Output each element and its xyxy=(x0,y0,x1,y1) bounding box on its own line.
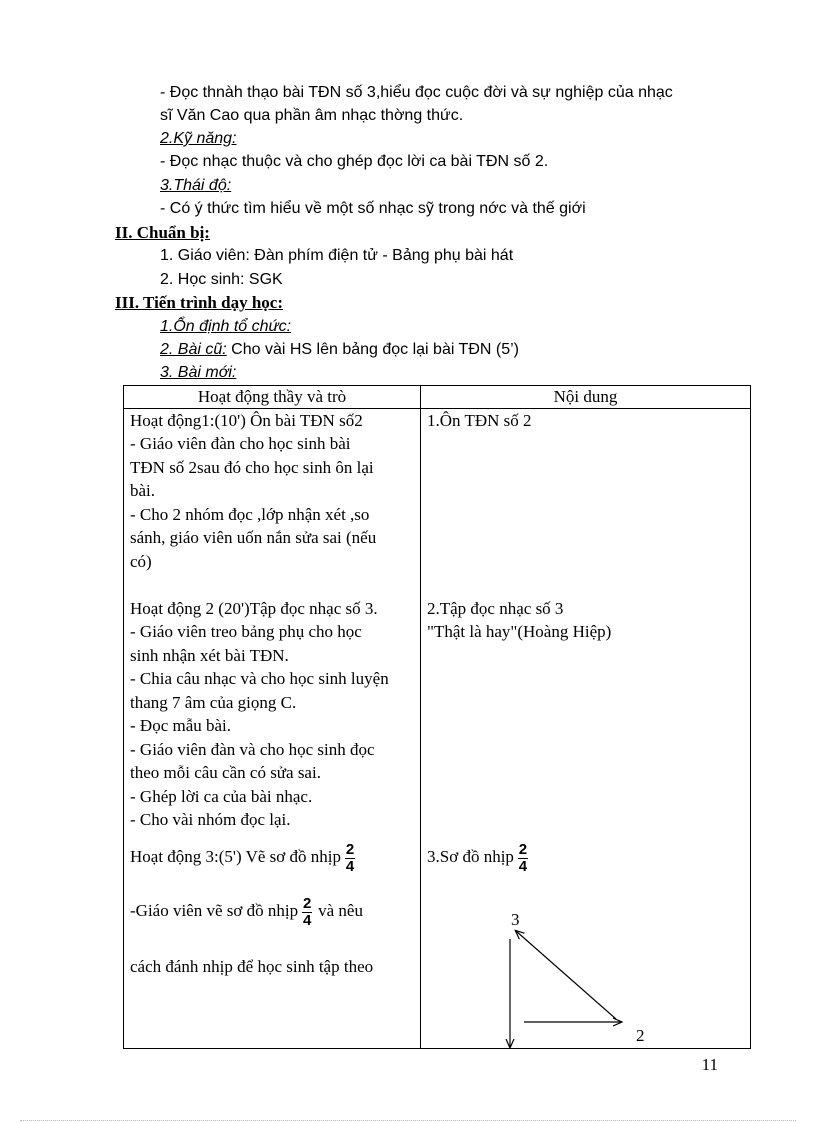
activity-line: thang 7 âm của giọng C. xyxy=(130,693,297,712)
activity-line: - Giáo viên đàn cho học sinh bài xyxy=(130,434,351,453)
process-step-3: 3. Bài mới: xyxy=(160,364,237,381)
activity-line: - Giáo viên treo bảng phụ cho học xyxy=(130,622,362,641)
objective-line-2: sĩ Văn Cao qua phần âm nhạc thờng thức. xyxy=(160,107,464,124)
activity-3-line-1: -Giáo viên vẽ sơ đồ nhịp $\frac{2}{4}$ và nêu xyxy=(130,894,363,929)
prep-item-2: 2. Học sinh: SGK xyxy=(160,271,283,288)
content-reading-song: "Thật là hay"(Hoàng Hiệp) xyxy=(427,622,612,641)
content-beat-diagram-title: 3.Sơ đồ nhịp $\frac{2}{4}$ xyxy=(427,840,528,875)
activity-3-title: Hoạt động 3:(5') Vẽ sơ đồ nhịp xyxy=(130,847,341,866)
activity-line: theo mỗi câu cần có sửa sai. xyxy=(130,763,321,782)
attitude-text: - Có ý thức tìm hiểu về một số nhạc sỹ trong nớc và thế giới xyxy=(160,200,586,217)
beat-2-label: 2 xyxy=(636,1026,645,1045)
activity-line: - Cho vài nhóm đọc lại. xyxy=(130,810,291,829)
skills-heading: 2.Kỹ năng: xyxy=(160,130,237,147)
activity-line: - Cho 2 nhóm đọc ,lớp nhận xét ,so xyxy=(130,505,370,524)
content-column xyxy=(421,409,750,1048)
page-number: 11 xyxy=(701,1055,718,1074)
process-heading: III. Tiến trình dạy học: xyxy=(115,293,283,312)
activity-line: Hoạt động 2 (20')Tập đọc nhạc số 3. xyxy=(130,599,378,618)
activity-3-title-row xyxy=(130,837,355,877)
col-header-activities: Hoạt động thầy và trò xyxy=(124,386,421,409)
activity-line: bài. xyxy=(130,481,156,500)
time-signature: $\frac{2}{4}$ xyxy=(345,840,355,875)
beat-3-label: 3 xyxy=(511,910,520,929)
time-signature: $\frac{2}{4}$ xyxy=(518,840,528,875)
content-review: 1.Ôn TĐN số 2 xyxy=(427,411,532,430)
process-step-1: 1.Ổn định tổ chức: xyxy=(160,318,292,335)
attitude-heading: 3.Thái độ: xyxy=(160,177,232,194)
prep-heading: II. Chuẩn bị: xyxy=(115,223,210,242)
process-step-2 xyxy=(160,339,519,361)
activities-cell xyxy=(124,409,421,1049)
activity-line: - Đọc mẫu bài. xyxy=(130,716,232,735)
content-cell xyxy=(421,409,751,1049)
time-signature: $\frac{2}{4}$ xyxy=(302,894,312,929)
col-header-content: Nội dung xyxy=(421,386,751,409)
activity-line: - Ghép lời ca của bài nhạc. xyxy=(130,787,313,806)
activity-line: sánh, giáo viên uốn nắn sửa sai (nếu xyxy=(130,528,377,547)
content-reading-title: 2.Tập đọc nhạc số 3 xyxy=(427,599,564,618)
activity-line: - Chia câu nhạc và cho học sinh luyện xyxy=(130,669,389,688)
prep-item-1: 1. Giáo viên: Đàn phím điện tử - Bảng phụ bài hát xyxy=(160,247,514,264)
page-footer-line xyxy=(20,1120,796,1121)
beat-pattern-diagram xyxy=(491,879,691,1049)
process-step-2-text: Cho vài HS lên bảng đọc lại bài TĐN (5’) xyxy=(226,341,519,358)
skills-text: - Đọc nhạc thuộc và cho ghép đọc lời ca bài TĐN số 2. xyxy=(160,153,549,170)
activities-content xyxy=(124,409,420,1048)
activity-line: - Giáo viên đàn và cho học sinh đọc xyxy=(130,740,375,759)
objective-line-1: - Đọc thnàh thạo bài TĐN số 3,hiểu đọc cuộc đời và sự nghiệp của nhạc xyxy=(160,84,673,101)
activity-3-line-2: cách đánh nhịp để học sinh tập theo xyxy=(130,957,374,976)
process-step-2-label: 2. Bài cũ: xyxy=(160,341,227,358)
activity-line: Hoạt động1:(10') Ôn bài TĐN số2 xyxy=(130,411,363,430)
lesson-plan-table xyxy=(123,385,751,1049)
activity-line: TĐN số 2sau đó cho học sinh ôn lại xyxy=(130,458,374,477)
activity-line: sinh nhận xét bài TĐN. xyxy=(130,646,289,665)
return-arrow xyxy=(516,931,616,1019)
activity-line: có) xyxy=(130,552,152,571)
